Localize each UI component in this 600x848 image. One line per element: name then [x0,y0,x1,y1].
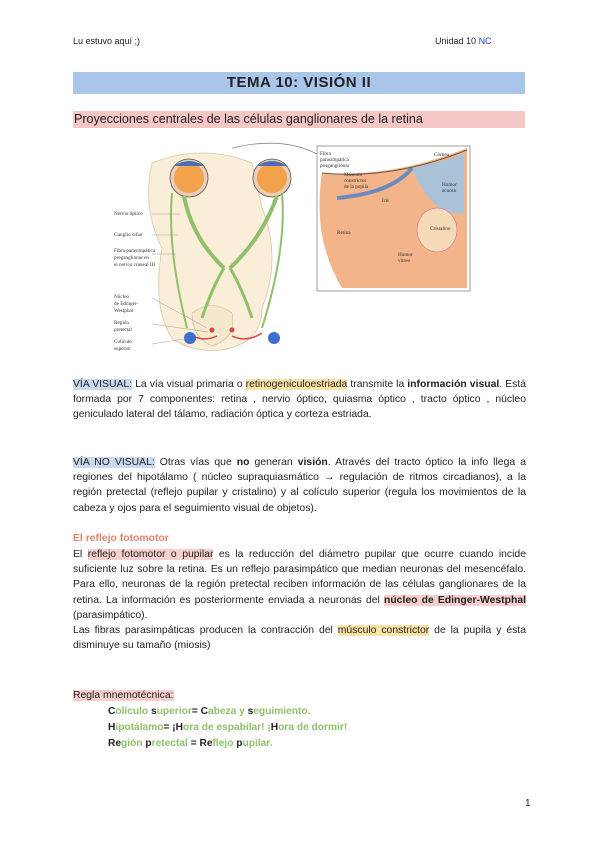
text: de la pupila y ésta disminuye su tamaño (miosis) [73,625,526,652]
text: abeza y [207,706,248,717]
header-unit [435,36,492,46]
highlight-reflejo: reflejo fotomotor o pupilar [87,549,214,560]
text: H [270,722,279,733]
label-nucleus-2: de Edinger- [114,301,139,307]
highlight-musculo-constrictor: músculo constrictor [337,625,430,637]
bold-term: información visual [407,379,500,390]
text: p [236,738,243,749]
inset-label: vítreo [398,258,411,264]
page-number: 1 [525,798,531,809]
text: olículo [115,706,152,717]
inset-label: Músculo [344,172,363,178]
text: gión [121,738,146,749]
label-colliculus-2: superior [114,346,131,352]
text: = [187,738,200,749]
text: transmite la [347,379,408,390]
text: = ¡ [163,722,176,733]
text: La vía visual primaria o [132,379,246,390]
via-no-visual-paragraph [73,455,526,516]
label-region-1: Región [114,320,129,326]
label-optic-nerve: Nervio óptico [114,211,143,217]
text: C [108,706,116,717]
text: C [200,706,208,717]
inset-label: Córnea [434,152,449,158]
text: retectal [151,738,188,749]
text: = [191,706,201,717]
reflejo-paragraph [73,547,526,653]
text: es la reducción del diámetro pupilar que ocurre cuando incide suficiente luz sobre la retina. Es un reflejo parasimpático que median neuronas del mesencéfalo. Para ello, neuronas de la región pretectal reciben información de las células ganglionares de la retina. La información es posteriormente enviada a neuronas del [73,549,526,606]
label-nucleus-1: Núcleo [114,294,129,300]
via-visual-label: VÍA VISUAL: [73,379,133,390]
inset-label: Cristalino [430,226,451,232]
text: eguimiento. [253,706,311,717]
text: . Através del tracto óptico la info llega a regiones del hipotálamo ( núcleo supraquiasmático → regulación de ritmos circadianos), a la región pretectal (reflejo pupilar y cristalino) y al colículo superior (regula los movimientos de la cabeza y ojos para el seguimiento visual de objetos). [73,457,526,514]
text: Re [199,738,213,749]
text: ipotálamo [115,722,164,733]
inset-label: Fibra [320,151,331,157]
inset-label: acuoso [442,188,457,194]
inset-label: Retina [337,230,351,236]
mnemo-line-1 [108,704,310,720]
label-colliculus-1: Colículo [114,339,132,345]
text: Las fibras parasimpáticas producen la contracción del [73,625,338,637]
text: generan [249,457,298,468]
label-fiber-1: Fibra parasimpática [114,248,156,254]
text: (parasimpático). [73,609,148,621]
text: s [247,706,254,717]
via-visual-paragraph [73,377,526,423]
label-region-2: pretectal [114,327,132,333]
section-subtitle: Proyecciones centrales de las células ganglionares de la retina [73,111,525,128]
label-fiber-2: preganglionar en [114,255,150,261]
visual-pathway-figure [112,138,472,360]
inset-label: Humor [398,252,413,258]
text: . Está formada por 7 componentes: retina , nervio óptico, quiasma óptico , tracto óptico , núcleo geniculado lateral del tálamo, radiación óptica y corteza estriada. [73,379,526,421]
page-title: TEMA 10: VISIÓN II [73,72,525,94]
text: flejo [212,738,237,749]
unit-tag: NC [478,36,492,46]
mnemo-heading [73,688,526,703]
unit-label: Unidad 10 [435,36,477,46]
text: uperior [156,706,192,717]
inset-label: Iris [382,198,389,204]
via-no-visual-label: VÍA NO VISUAL: [73,457,155,468]
text: ora de espabilar! ¡ [183,722,271,733]
label-fiber-3: el nervio craneal III [114,262,156,268]
label-nucleus-3: Westphal [114,308,134,314]
text: Otras vías que [154,457,237,468]
text: s [151,706,157,717]
highlight-edinger-westphal: núcleo de Edinger-Westphal [383,594,526,606]
text: ora de dormir! [278,722,348,733]
mnemo-line-2 [108,720,347,736]
label-ciliary-ganglion: Ganglio ciliar [114,232,143,238]
text: p [145,738,152,749]
text: Re [108,738,122,749]
header-left: Lu estuvo aquí ;) [73,36,141,46]
bold-term: visión [297,457,328,468]
mnemo-heading-text: Regla mnemotécnica: [73,690,174,701]
inset-label: de la pupila [344,184,369,190]
reflejo-heading: El reflejo fotomotor [73,533,169,544]
inset-label: constrictor [344,178,367,184]
inset-label: Humor [442,182,457,188]
mnemo-line-3 [108,736,273,752]
inset-label: posganglionar [320,163,350,169]
bold-term: no [236,457,250,468]
text: H [108,722,116,733]
text: El [73,549,88,560]
text: H [175,722,184,733]
highlight-retinogeniculoestriada: retinogeniculoestriada [245,379,348,390]
inset-label: parasimpática [320,157,349,163]
text: upilar. [242,738,273,749]
